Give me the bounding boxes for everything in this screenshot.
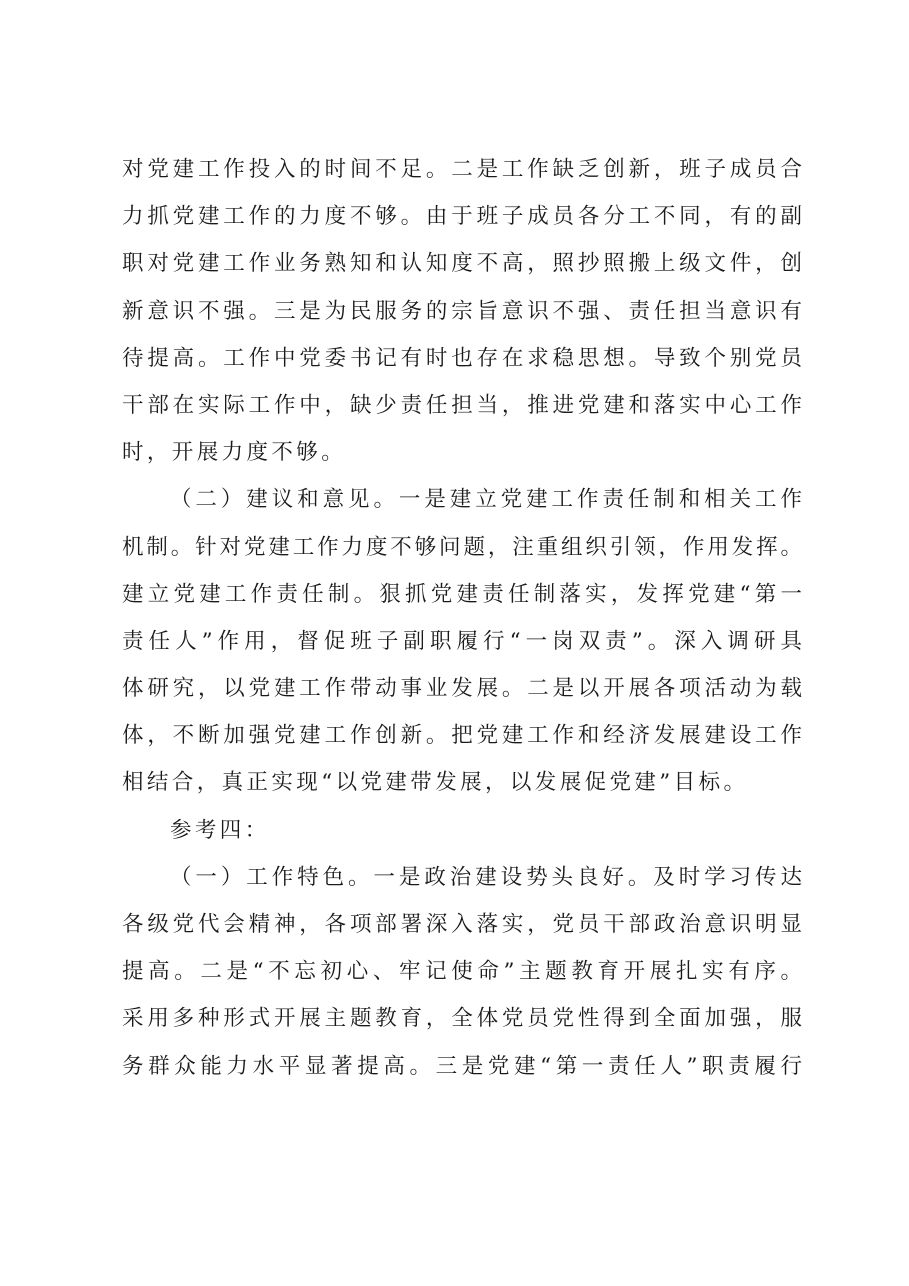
- section-heading-line: （二）建议和意见。一是建立党建工作责任制和相关工作: [170, 487, 802, 513]
- text-line: 职对党建工作业务熟知和认知度不高，照抄照搬上级文件，创: [122, 251, 802, 277]
- text-line: 对党建工作投入的时间不足。二是工作缺乏创新，班子成员合: [122, 157, 802, 182]
- text-line: 各级党代会精神，各项部署深入落实，党员干部政治意识明显: [122, 912, 802, 937]
- text-line: 体，不断加强党建工作创新。把党建工作和经济发展建设工作: [122, 723, 802, 749]
- text-line: 干部在实际工作中，缺少责任担当，推进党建和落实中心工作: [122, 392, 802, 418]
- text-line: 相结合，真正实现“以党建带发展，以发展促党建”目标。: [122, 770, 749, 796]
- text-line: 建立党建工作责任制。狠抓党建责任制落实，发挥党建“第一: [122, 581, 802, 607]
- text-line: 提高。二是“不忘初心、牢记使命”主题教育开展扎实有序。: [122, 959, 802, 985]
- text-line: 力抓党建工作的力度不够。由于班子成员各分工不同，有的副: [122, 204, 802, 230]
- text-line: 时，开展力度不够。: [122, 440, 347, 466]
- text-line: 机制。针对党建工作力度不够问题，注重组织引领，作用发挥。: [122, 534, 802, 560]
- body-text: [122, 146, 802, 1090]
- reference-heading: 参考四：: [170, 817, 270, 843]
- text-line: 新意识不强。三是为民服务的宗旨意识不强、责任担当意识有: [122, 298, 802, 324]
- text-line: 采用多种形式开展主题教育，全体党员党性得到全面加强，服: [122, 1006, 802, 1032]
- section-heading-line: （一）工作特色。一是政治建设势头良好。及时学习传达: [170, 864, 802, 890]
- text-line: 待提高。工作中党委书记有时也存在求稳思想。导致个别党员: [122, 345, 802, 371]
- text-line: 务群众能力水平显著提高。三是党建“第一责任人”职责履行: [122, 1053, 802, 1079]
- text-line: 责任人”作用，督促班子副职履行“一岗双责”。深入调研具: [122, 628, 802, 654]
- text-line: 体研究，以党建工作带动事业发展。二是以开展各项活动为载: [122, 676, 802, 702]
